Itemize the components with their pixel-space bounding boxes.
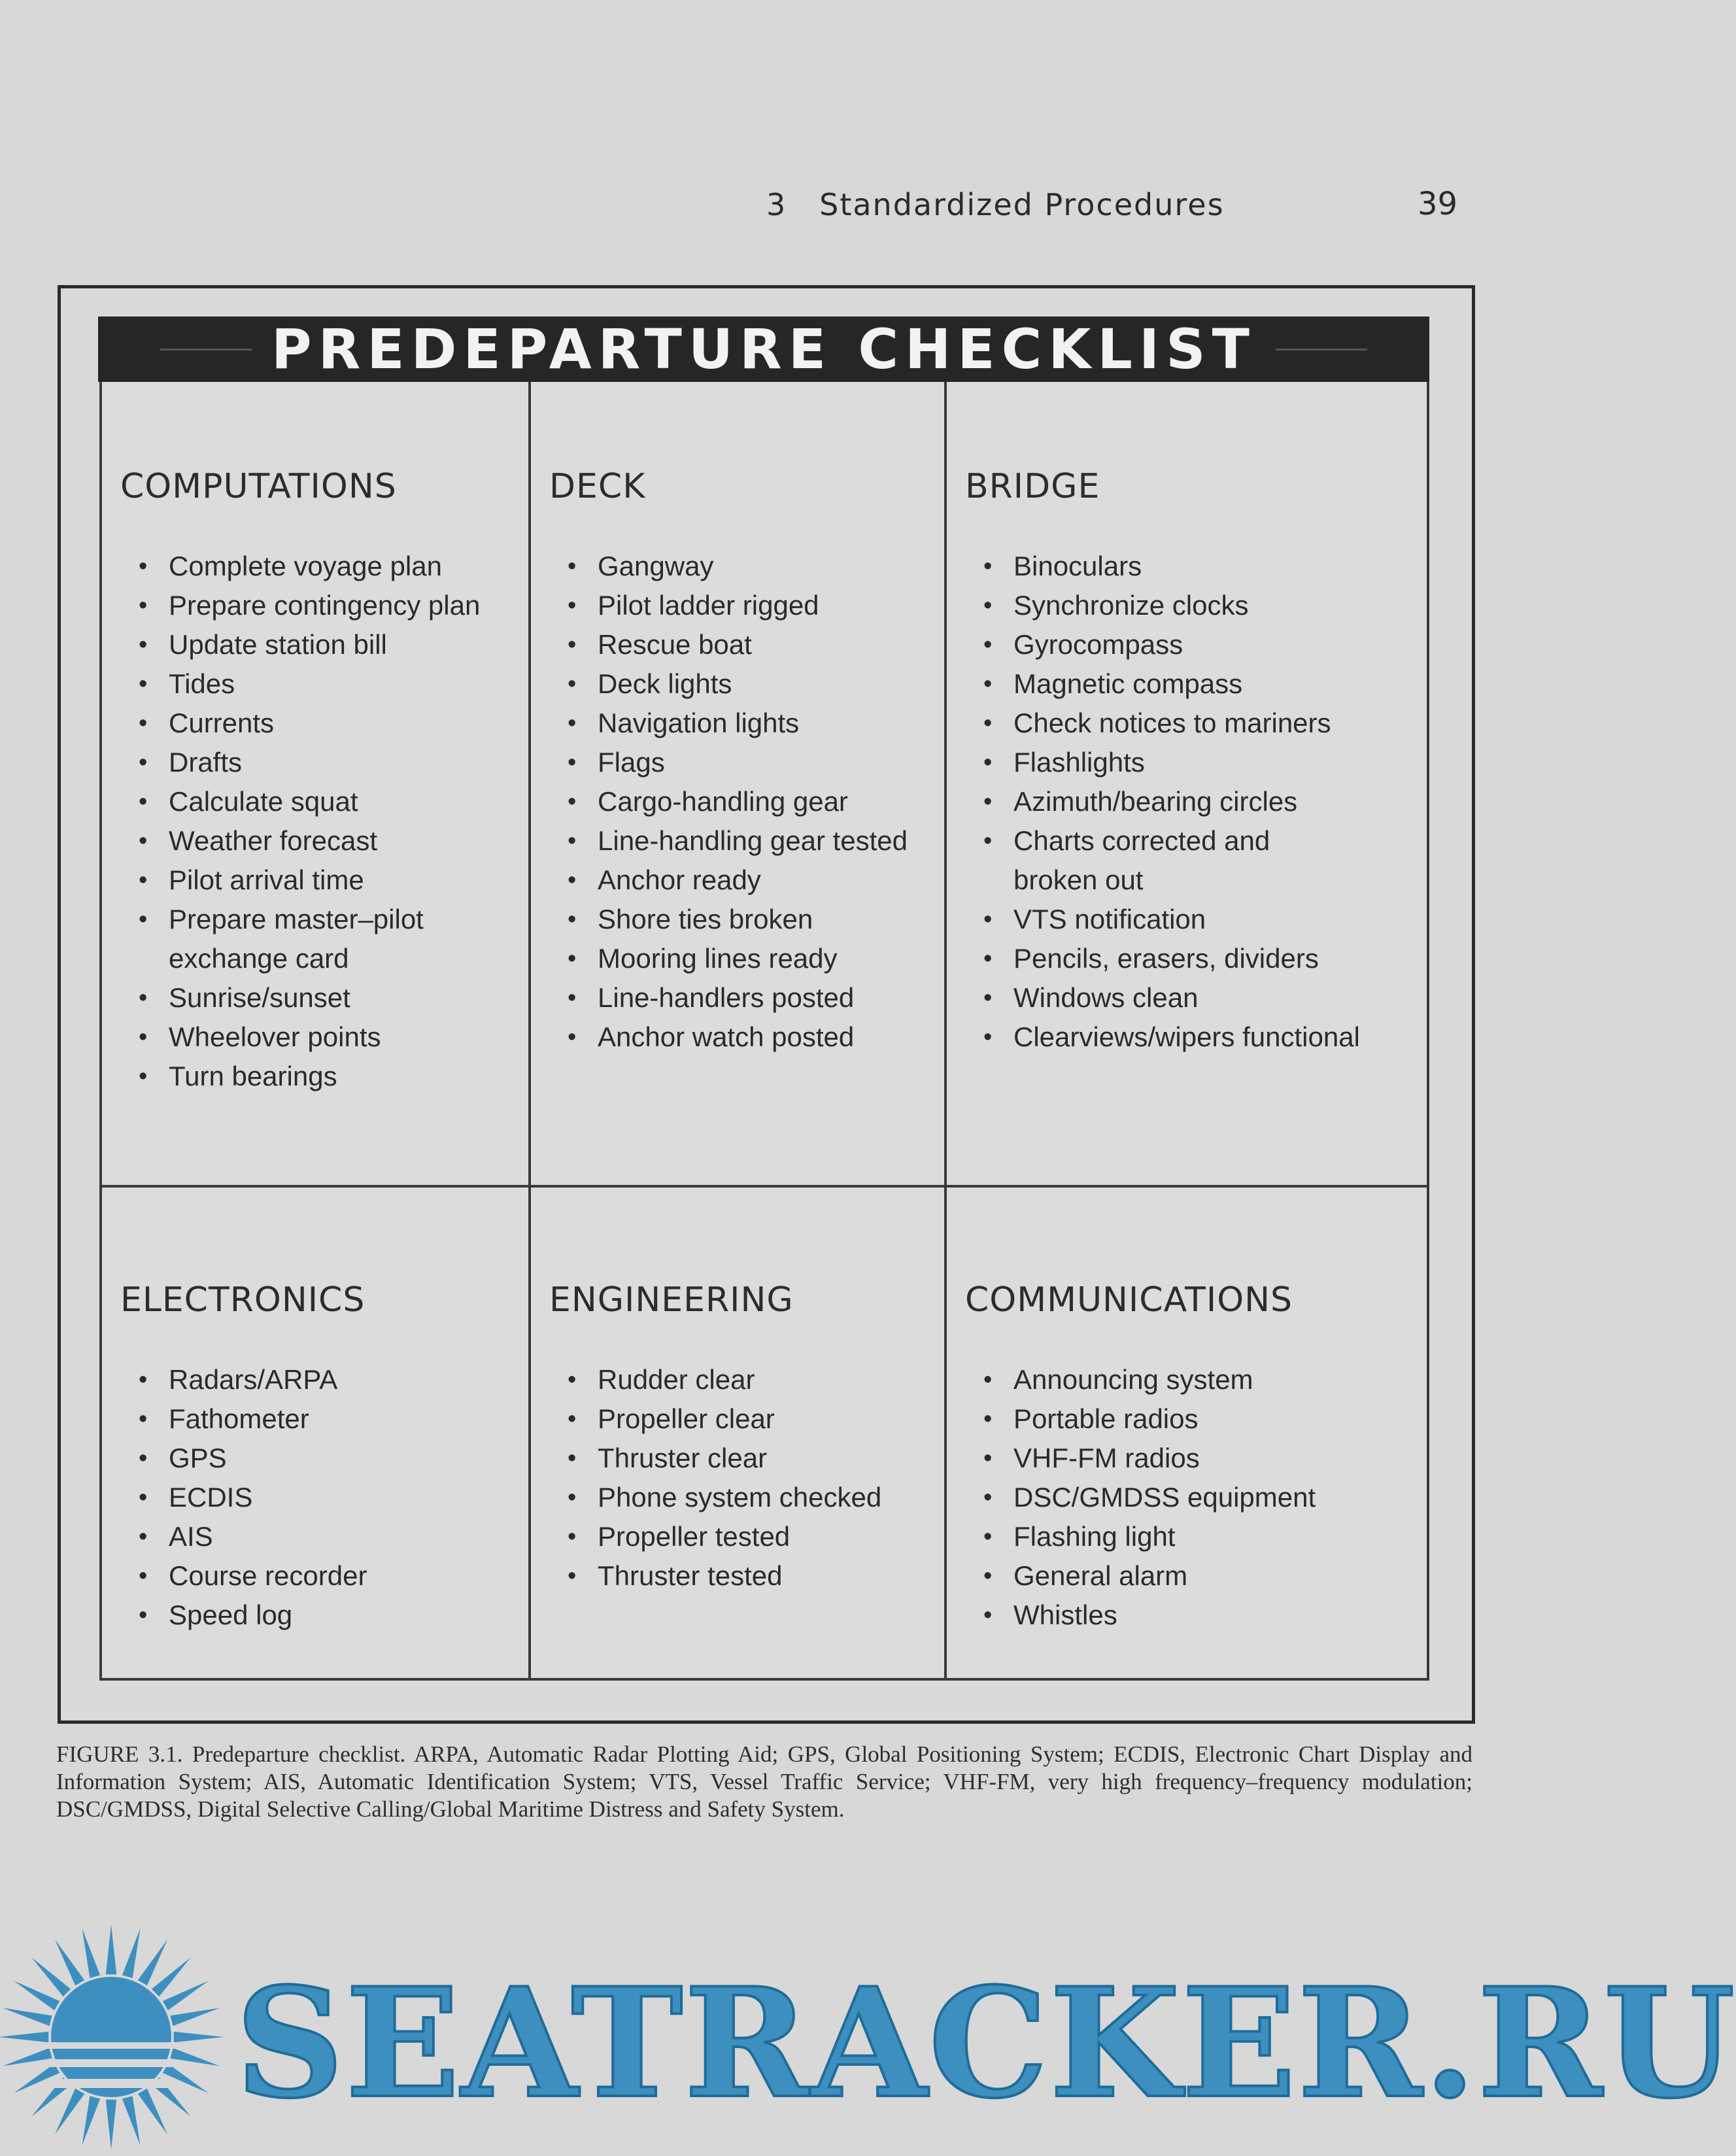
- sun-ray: [122, 1928, 141, 1978]
- checklist-item: • Radars/ARPA: [139, 1360, 528, 1399]
- checklist-item: • Pilot ladder rigged: [568, 586, 944, 625]
- checklist-item: • Prepare contingency plan: [139, 586, 528, 625]
- sun-ray: [31, 1957, 71, 1996]
- checklist-item: • Pencils, erasers, dividers: [983, 939, 1427, 978]
- sun-ray: [122, 2096, 141, 2146]
- checklist-item: • Currents: [139, 704, 528, 743]
- checklist-item: • Portable radios: [983, 1399, 1427, 1439]
- sun-ray: [138, 1940, 167, 1985]
- checklist-item: • Pilot arrival time: [139, 861, 528, 900]
- sun-ray: [152, 1957, 191, 1996]
- checklist-item: • Update station bill: [139, 625, 528, 664]
- checklist-item: • Navigation lights: [568, 704, 944, 743]
- sun-ray: [55, 1940, 84, 1985]
- sun-ray: [170, 2008, 220, 2027]
- sun-ray: [106, 2100, 116, 2149]
- checklist-item: • Announcing system: [983, 1360, 1427, 1399]
- checklist-item: • Propeller clear: [568, 1399, 944, 1439]
- page-number: 39: [1418, 186, 1458, 222]
- running-title: 3 Standardized Procedures: [766, 187, 1225, 222]
- watermark-text: SEATRACKER.RU: [235, 1955, 1736, 2132]
- section-item-list: [972, 547, 1427, 1057]
- checklist-item: • Binoculars: [983, 547, 1427, 586]
- checklist-item: • Flags: [568, 743, 944, 782]
- section-computations: [102, 382, 531, 1188]
- checklist-item: • Anchor watch posted: [568, 1018, 944, 1057]
- checklist-item: • Windows clean: [983, 978, 1427, 1018]
- checklist-item: • Turn bearings: [139, 1057, 528, 1096]
- checklist-item: • ECDIS: [139, 1478, 528, 1517]
- checklist-item: • Complete voyage plan: [139, 547, 528, 586]
- sun-ray: [14, 2064, 60, 2093]
- section-heading: ENGINEERING: [549, 1280, 794, 1320]
- sun-ray: [163, 2064, 209, 2093]
- checklist-item: • Clearviews/wipers functional: [983, 1018, 1427, 1057]
- checklist-item: • Fathometer: [139, 1399, 528, 1439]
- sun-ray: [14, 1981, 60, 2010]
- sun-ray: [0, 2032, 48, 2042]
- checklist-item: • AIS: [139, 1517, 528, 1556]
- sun-ray: [3, 2048, 52, 2066]
- checklist-item: • Weather forecast: [139, 821, 528, 861]
- section-communications: [947, 1188, 1427, 1678]
- section-electronics: [102, 1188, 531, 1678]
- sun-ray: [82, 2096, 101, 2146]
- checklist-item: • Sunrise/sunset: [139, 978, 528, 1018]
- section-engineering: [531, 1188, 947, 1678]
- section-deck: [531, 382, 947, 1188]
- checklist-item: • Anchor ready: [568, 861, 944, 900]
- checklist-item: • Course recorder: [139, 1556, 528, 1596]
- checklist-item: • Rudder clear: [568, 1360, 944, 1399]
- checklist-item: • Calculate squat: [139, 782, 528, 821]
- sun-ray: [82, 1928, 101, 1978]
- sun-ray: [163, 1981, 209, 2010]
- checklist-item: • Charts corrected and broken out: [983, 821, 1427, 900]
- title-rule-left: [160, 349, 252, 351]
- section-heading: DECK: [549, 467, 646, 506]
- checklist-item: • Tides: [139, 664, 528, 704]
- checklist-item: • Line-handling gear tested: [568, 821, 944, 861]
- checklist-item: • Shore ties broken: [568, 900, 944, 939]
- section-item-list: [127, 1360, 528, 1635]
- checklist-item: • Phone system checked: [568, 1478, 944, 1517]
- checklist-item: • Flashlights: [983, 743, 1427, 782]
- checklist-item: • Mooring lines ready: [568, 939, 944, 978]
- checklist-item: • Deck lights: [568, 664, 944, 704]
- section-heading: ELECTRONICS: [120, 1280, 366, 1320]
- section-item-list: [556, 1360, 944, 1596]
- checklist-item: • Gyrocompass: [983, 625, 1427, 664]
- checklist-item: • Cargo-handling gear: [568, 782, 944, 821]
- checklist-item: • Synchronize clocks: [983, 586, 1427, 625]
- checklist-item: • Gangway: [568, 547, 944, 586]
- sun-ray: [3, 2008, 52, 2027]
- checklist-title: PREDEPARTURE CHECKLIST: [271, 317, 1256, 381]
- checklist-item: • Rescue boat: [568, 625, 944, 664]
- checklist-item: • Check notices to mariners: [983, 704, 1427, 743]
- checklist-item: • Drafts: [139, 743, 528, 782]
- sun-ray: [138, 2089, 167, 2134]
- checklist-item: • Flashing light: [983, 1517, 1427, 1556]
- sun-ray: [174, 2032, 224, 2042]
- checklist-item: • Azimuth/bearing circles: [983, 782, 1427, 821]
- section-item-list: [972, 1360, 1427, 1635]
- figure-caption: FIGURE 3.1. Predeparture checklist. ARPA, Automatic Radar Plotting Aid; GPS, Global Positioning System; ECDIS, Electronic Chart Display and Information System; AIS, Automatic Identification System; VTS, Vessel Traffic Service; VHF-FM, very high frequency–frequency modulation; DSC/GMDSS, Digital Selective Calling/Global Maritime Distress and Safety System.: [56, 1741, 1472, 1822]
- running-head: [766, 187, 1225, 222]
- title-rule-right: [1276, 349, 1367, 351]
- sun-ray: [106, 1925, 116, 1974]
- checklist-item: • VHF-FM radios: [983, 1439, 1427, 1478]
- checklist-item: • Line-handlers posted: [568, 978, 944, 1018]
- checklist-item: • Speed log: [139, 1596, 528, 1635]
- section-item-list: [556, 547, 944, 1057]
- section-heading: COMPUTATIONS: [120, 467, 397, 506]
- checklist-item: • Thruster clear: [568, 1439, 944, 1478]
- checklist-item: • General alarm: [983, 1556, 1427, 1596]
- checklist-item: • VTS notification: [983, 900, 1427, 939]
- section-bridge: [947, 382, 1427, 1188]
- checklist-item: • Thruster tested: [568, 1556, 944, 1596]
- checklist-item: • Magnetic compass: [983, 664, 1427, 704]
- sun-ray: [170, 2048, 220, 2066]
- checklist-grid: [99, 382, 1429, 1681]
- section-heading: BRIDGE: [965, 467, 1100, 506]
- checklist-item: • Prepare master–pilot exchange card: [139, 900, 528, 978]
- section-heading: COMMUNICATIONS: [965, 1280, 1293, 1320]
- checklist-item: • DSC/GMDSS equipment: [983, 1478, 1427, 1517]
- checklist-item: • Propeller tested: [568, 1517, 944, 1556]
- sun-ray: [55, 2089, 84, 2134]
- section-item-list: [127, 547, 528, 1096]
- checklist-item: • Whistles: [983, 1596, 1427, 1635]
- sun-icon: [0, 1925, 224, 2149]
- checklist-title-bar: [98, 317, 1429, 382]
- checklist-item: • Wheelover points: [139, 1018, 528, 1057]
- checklist-item: • GPS: [139, 1439, 528, 1478]
